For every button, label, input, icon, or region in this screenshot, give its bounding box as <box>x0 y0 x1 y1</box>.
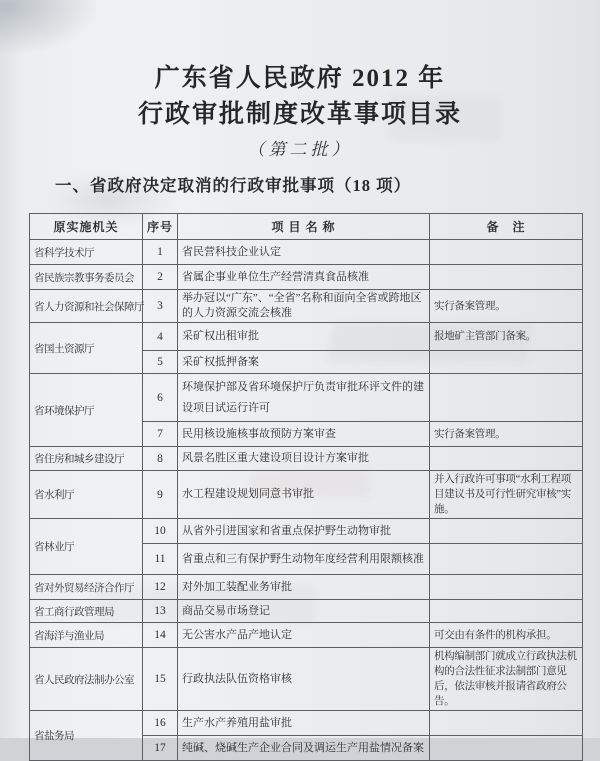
table-row <box>30 648 583 711</box>
row-number-cell: 16 <box>143 711 178 736</box>
remark-cell: 实行备案管理。 <box>430 422 583 447</box>
remark-cell: 可交由有条件的机构承担。 <box>430 623 583 648</box>
row-number-cell: 11 <box>143 544 178 575</box>
remark-cell: 报地矿主管部门备案。 <box>430 323 583 351</box>
document-title-line2: 行政审批制度改革事项目录 <box>137 101 462 128</box>
agency-cell: 省林业厅 <box>30 519 143 575</box>
project-name-cell: 商品交易市场登记 <box>178 600 430 623</box>
document-title-line1: 广东省人民政府 2012 年 <box>154 65 446 92</box>
row-number-cell: 15 <box>143 648 178 711</box>
section-heading: 一、省政府决定取消的行政审批事项（18 项） <box>55 176 412 195</box>
row-number-cell: 9 <box>143 471 178 519</box>
row-number-cell: 5 <box>143 351 178 374</box>
row-number-cell: 6 <box>143 374 178 422</box>
project-name-cell: 省民营科技企业认定 <box>178 240 430 265</box>
col-header-remark: 备 注 <box>430 214 583 240</box>
col-header-no: 序号 <box>143 214 178 240</box>
table-row <box>30 471 583 519</box>
remark-cell <box>430 374 583 422</box>
project-name-cell: 民用核设施核事故预防方案审查 <box>178 422 430 447</box>
project-name-cell: 采矿权抵押备案 <box>178 351 430 374</box>
agency-cell: 省人力资源和社会保障厅 <box>30 290 143 323</box>
table-row <box>30 240 583 265</box>
project-name-cell: 风景名胜区重大建设项目设计方案审批 <box>178 447 430 471</box>
remark-cell <box>430 575 583 600</box>
table-row <box>30 519 583 544</box>
table-row <box>30 711 583 736</box>
row-number-cell: 2 <box>143 265 178 290</box>
agency-cell: 省环境保护厅 <box>30 374 143 447</box>
row-number-cell: 4 <box>143 323 178 351</box>
table-row <box>30 323 583 351</box>
row-number-cell: 12 <box>143 575 178 600</box>
col-header-name: 项 目 名 称 <box>178 214 430 240</box>
agency-cell: 省住房和城乡建设厅 <box>30 447 143 471</box>
agency-cell: 省人民政府法制办公室 <box>30 648 143 711</box>
table-row <box>30 575 583 600</box>
project-name-cell: 从省外引进国家和省重点保护野生动物审批 <box>178 519 430 544</box>
remark-cell <box>430 736 583 761</box>
project-name-cell: 省属企事业单位生产经营清真食品核准 <box>178 265 430 290</box>
project-name-cell: 无公害水产品产地认定 <box>178 623 430 648</box>
remark-cell: 并入行政许可事项“水利工程项目建议书及可行性研究审核”实施。 <box>430 471 583 519</box>
agency-cell: 省水利厅 <box>30 471 143 519</box>
table-row <box>30 374 583 422</box>
remark-cell <box>430 240 583 265</box>
row-number-cell: 17 <box>143 736 178 761</box>
remark-cell <box>430 447 583 471</box>
row-number-cell: 3 <box>143 290 178 323</box>
row-number-cell: 7 <box>143 422 178 447</box>
table-row <box>30 447 583 471</box>
agency-cell: 省工商行政管理局 <box>30 600 143 623</box>
document-subtitle: （第二批） <box>247 140 353 159</box>
table-row <box>30 600 583 623</box>
remark-cell <box>430 265 583 290</box>
agency-cell: 省盐务局 <box>30 711 143 761</box>
agency-cell: 省海洋与渔业局 <box>30 623 143 648</box>
row-number-cell: 10 <box>143 519 178 544</box>
approval-items-table <box>29 213 583 761</box>
project-name-cell: 纯碱、烧碱生产企业合同及调运生产用盐情况备案 <box>178 736 430 761</box>
agency-cell: 省国土资源厅 <box>30 323 143 374</box>
project-name-cell: 举办冠以“广东”、“全省”名称和面向全省或跨地区的人力资源交流会核准 <box>178 290 430 323</box>
agency-cell: 省科学技术厅 <box>30 240 143 265</box>
row-number-cell: 8 <box>143 447 178 471</box>
table-row <box>30 623 583 648</box>
project-name-cell: 生产水产养殖用盐审批 <box>178 711 430 736</box>
table-row <box>30 265 583 290</box>
remark-cell <box>430 519 583 544</box>
project-name-cell: 采矿权出租审批 <box>178 323 430 351</box>
agency-cell: 省对外贸易经济合作厅 <box>30 575 143 600</box>
table-row <box>30 290 583 323</box>
remark-cell <box>430 351 583 374</box>
remark-cell: 机构编制部门就成立行政执法机构的合法性征求法制部门意见后，依法审核并报请省政府公告。 <box>430 648 583 711</box>
row-number-cell: 1 <box>143 240 178 265</box>
remark-cell <box>430 544 583 575</box>
project-name-cell: 水工程建设规划同意书审批 <box>178 471 430 519</box>
table-header-row <box>30 214 583 240</box>
remark-cell: 实行备案管理。 <box>430 290 583 323</box>
project-name-cell: 环境保护部及省环境保护厅负责审批环评文件的建设项目试运行许可 <box>178 374 430 422</box>
remark-cell <box>430 711 583 736</box>
remark-cell <box>430 600 583 623</box>
project-name-cell: 省重点和三有保护野生动物年度经营利用限额核准 <box>178 544 430 575</box>
row-number-cell: 13 <box>143 600 178 623</box>
row-number-cell: 14 <box>143 623 178 648</box>
project-name-cell: 对外加工装配业务审批 <box>178 575 430 600</box>
agency-cell: 省民族宗教事务委员会 <box>30 265 143 290</box>
project-name-cell: 行政执法队伍资格审核 <box>178 648 430 711</box>
col-header-agency: 原实施机关 <box>30 214 143 240</box>
